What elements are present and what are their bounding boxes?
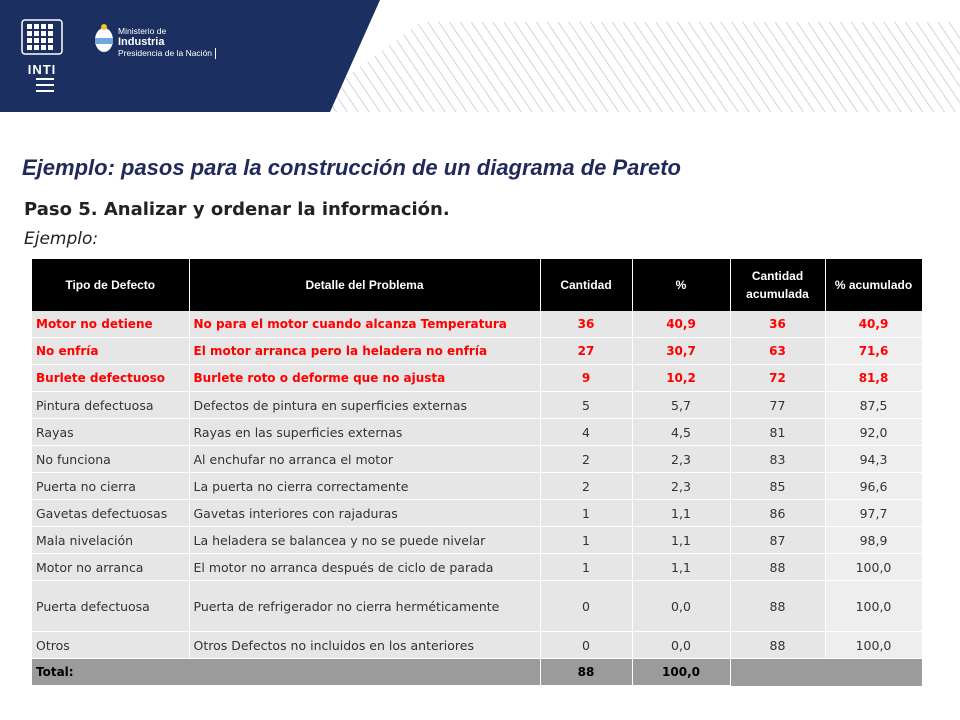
cell-detalle: Burlete roto o deforme que no ajusta — [189, 365, 540, 392]
cell-porcentaje: 4,5 — [632, 419, 730, 446]
ministry-line-3: Presidencia de la Nación — [118, 48, 216, 59]
cell-porcentaje: 1,1 — [632, 500, 730, 527]
cell-detalle: La puerta no cierra correctamente — [189, 473, 540, 500]
table-row — [32, 338, 922, 365]
table-row — [32, 632, 922, 659]
table-row — [32, 473, 922, 500]
inti-logo-text: INTI — [27, 62, 57, 77]
cell-cantidad: 1 — [540, 527, 632, 554]
cell-cantidad-acumulada: 36 — [730, 311, 825, 338]
cell-porcentaje-acumulado: 97,7 — [825, 500, 922, 527]
cell-cantidad: 2 — [540, 473, 632, 500]
cell-tipo: Burlete defectuoso — [32, 365, 189, 392]
cell-porcentaje-acumulado: 71,6 — [825, 338, 922, 365]
total-blank-cell — [825, 659, 922, 686]
cell-cantidad: 2 — [540, 446, 632, 473]
cell-cantidad-acumulada: 63 — [730, 338, 825, 365]
cell-cantidad-acumulada: 77 — [730, 392, 825, 419]
table-row — [32, 311, 922, 338]
cell-cantidad: 0 — [540, 632, 632, 659]
cell-tipo: Motor no arranca — [32, 554, 189, 581]
table-row — [32, 365, 922, 392]
col-header-detalle: Detalle del Problema — [189, 259, 540, 311]
cell-detalle: El motor no arranca después de ciclo de parada — [189, 554, 540, 581]
hatch-stripes — [300, 22, 960, 112]
cell-detalle: Defectos de pintura en superficies externas — [189, 392, 540, 419]
cell-porcentaje-acumulado: 94,3 — [825, 446, 922, 473]
cell-cantidad-acumulada: 85 — [730, 473, 825, 500]
cell-porcentaje: 30,7 — [632, 338, 730, 365]
cell-cantidad-acumulada: 87 — [730, 527, 825, 554]
cell-porcentaje: 0,0 — [632, 581, 730, 632]
cell-tipo: Puerta defectuosa — [32, 581, 189, 632]
total-row — [32, 659, 922, 686]
ministry-line-2: Industria — [118, 36, 165, 48]
cell-porcentaje: 1,1 — [632, 554, 730, 581]
cell-porcentaje: 2,3 — [632, 473, 730, 500]
cell-porcentaje: 10,2 — [632, 365, 730, 392]
table-row — [32, 581, 922, 632]
cell-cantidad-acumulada: 72 — [730, 365, 825, 392]
cell-cantidad: 27 — [540, 338, 632, 365]
cell-cantidad: 36 — [540, 311, 632, 338]
cell-tipo: Rayas — [32, 419, 189, 446]
cell-cantidad-acumulada: 81 — [730, 419, 825, 446]
total-porcentaje: 100,0 — [632, 659, 730, 686]
cell-cantidad: 1 — [540, 500, 632, 527]
cell-cantidad-acumulada: 86 — [730, 500, 825, 527]
col-header-cantidad-acumulada: Cantidad acumulada — [730, 259, 825, 311]
cell-porcentaje: 2,3 — [632, 446, 730, 473]
cell-porcentaje-acumulado: 81,8 — [825, 365, 922, 392]
table-row — [32, 554, 922, 581]
cell-cantidad: 0 — [540, 581, 632, 632]
table-row — [32, 446, 922, 473]
cell-porcentaje-acumulado: 100,0 — [825, 554, 922, 581]
example-label: Ejemplo: — [24, 229, 99, 249]
cell-detalle: Al enchufar no arranca el motor — [189, 446, 540, 473]
cell-tipo: Mala nivelación — [32, 527, 189, 554]
cell-cantidad: 9 — [540, 365, 632, 392]
col-header-porcentaje-acumulado: % acumulado — [825, 259, 922, 311]
cell-cantidad: 1 — [540, 554, 632, 581]
cell-porcentaje-acumulado: 96,6 — [825, 473, 922, 500]
ministry-logo — [118, 26, 216, 59]
cell-porcentaje-acumulado: 98,9 — [825, 527, 922, 554]
cell-tipo: Gavetas defectuosas — [32, 500, 189, 527]
table-row — [32, 419, 922, 446]
total-label: Total: — [32, 659, 540, 686]
cell-porcentaje-acumulado: 92,0 — [825, 419, 922, 446]
cell-cantidad-acumulada: 83 — [730, 446, 825, 473]
ministry-line-1: Ministerio de — [118, 26, 167, 36]
cell-detalle: Otros Defectos no incluidos en los anteriores — [189, 632, 540, 659]
cell-detalle: Gavetas interiores con rajaduras — [189, 500, 540, 527]
page-title: Ejemplo: pasos para la construcción de un diagrama de Pareto — [22, 155, 681, 180]
cell-tipo: No funciona — [32, 446, 189, 473]
cell-cantidad-acumulada: 88 — [730, 581, 825, 632]
step-subtitle: Paso 5. Analizar y ordenar la información. — [24, 199, 450, 220]
cell-tipo: Otros — [32, 632, 189, 659]
cell-porcentaje-acumulado: 100,0 — [825, 632, 922, 659]
col-header-porcentaje: % — [632, 259, 730, 311]
table-row — [32, 527, 922, 554]
cell-porcentaje: 1,1 — [632, 527, 730, 554]
cell-porcentaje: 5,7 — [632, 392, 730, 419]
cell-tipo: No enfría — [32, 338, 189, 365]
col-header-cantidad: Cantidad — [540, 259, 632, 311]
cell-cantidad-acumulada: 88 — [730, 554, 825, 581]
col-header-tipo: Tipo de Defecto — [32, 259, 189, 311]
cell-porcentaje-acumulado: 40,9 — [825, 311, 922, 338]
cell-detalle: Rayas en las superficies externas — [189, 419, 540, 446]
cell-cantidad-acumulada: 88 — [730, 632, 825, 659]
cell-porcentaje: 0,0 — [632, 632, 730, 659]
cell-tipo: Puerta no cierra — [32, 473, 189, 500]
total-cantidad: 88 — [540, 659, 632, 686]
cell-cantidad: 5 — [540, 392, 632, 419]
cell-detalle: No para el motor cuando alcanza Temperatura — [189, 311, 540, 338]
cell-detalle: Puerta de refrigerador no cierra herméticamente — [189, 581, 540, 632]
pareto-table — [32, 259, 923, 686]
table-header-row — [32, 259, 922, 311]
cell-detalle: El motor arranca pero la heladera no enfría — [189, 338, 540, 365]
total-blank-cell — [730, 659, 825, 686]
cell-porcentaje-acumulado: 87,5 — [825, 392, 922, 419]
cell-cantidad: 4 — [540, 419, 632, 446]
cell-tipo: Motor no detiene — [32, 311, 189, 338]
cell-tipo: Pintura defectuosa — [32, 392, 189, 419]
cell-detalle: La heladera se balancea y no se puede nivelar — [189, 527, 540, 554]
cell-porcentaje: 40,9 — [632, 311, 730, 338]
cell-porcentaje-acumulado: 100,0 — [825, 581, 922, 632]
table-row — [32, 392, 922, 419]
table-row — [32, 500, 922, 527]
